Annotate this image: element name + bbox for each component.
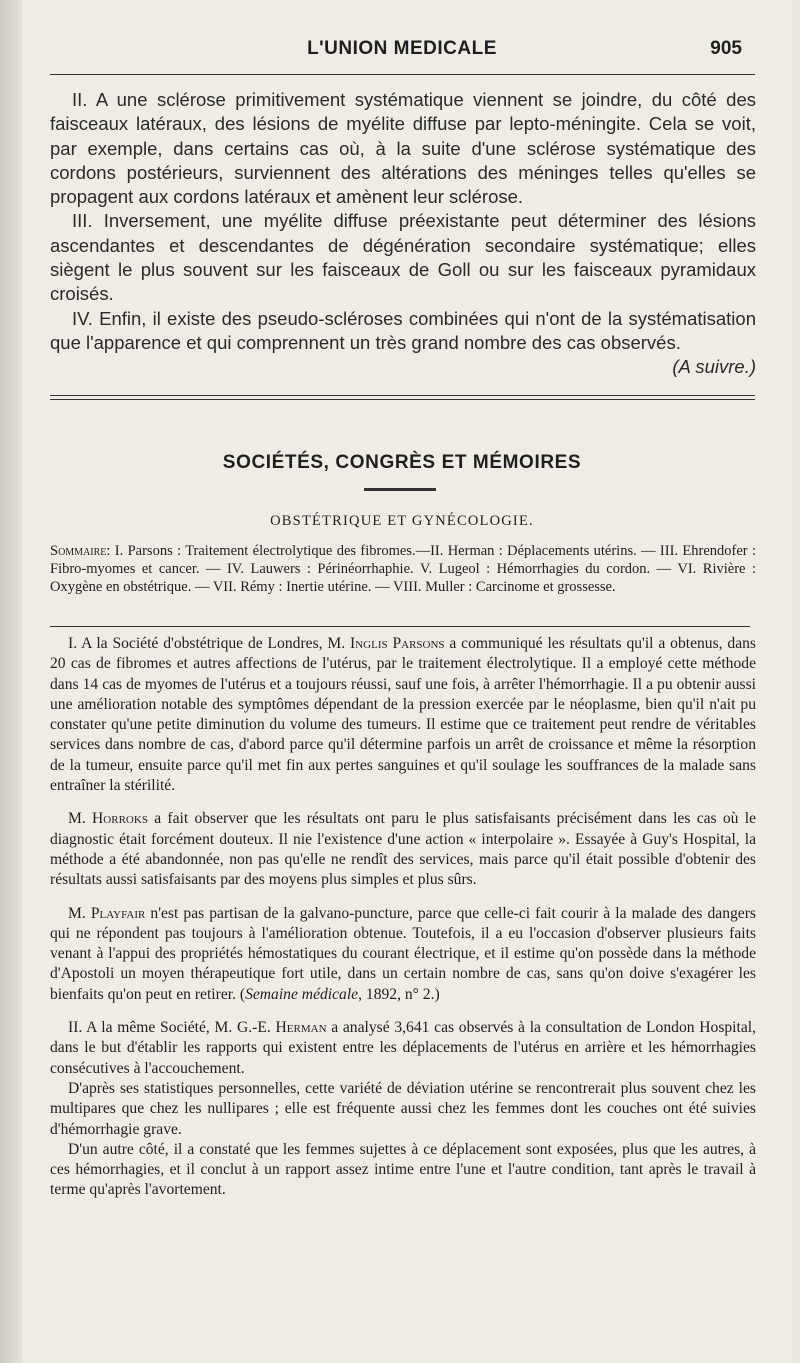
- paragraph-herman: [50, 1018, 756, 1079]
- paragraph-iv-text: IV. Enfin, il existe des pseudo-scléroses combinées qui n'ont de la systématisation que l'apparence et qui comprennent un très grand nombre des cas observés.: [50, 307, 756, 353]
- author-herman: Herman: [275, 1019, 327, 1037]
- summary-block: [50, 542, 756, 596]
- society-report: [50, 634, 756, 1201]
- playfair-text-b: n'est pas partisan de la galvano-puncture, parce que celle-ci fait courir à la malade des dangers qui ne répondent pas toujours à l'amélioration obtenue. Toutefois, il a eu l'occasion d'observer plusieurs faits venant à l'appui des propriétés hémostatiques du courant électrique, et il estime qu'on possède dans la méthode d'Apostoli un moyen thérapeutique fort utile, dans un certain nombre de cas, sans qu'on doive s'exagérer les bienfaits qu'on peut en retirer. (: [50, 904, 756, 1003]
- paragraph-iv: [50, 307, 756, 378]
- playfair-text-c: , 1892, n° 2.): [358, 985, 440, 1003]
- horroks-text-a: M.: [68, 810, 93, 828]
- parsons-text-b: a communiqué les résultats qu'il a obtenus, dans 20 cas de fibromes et autres affections de l'utérus, par le traitement électrolytique. Il a employé cette méthode dans 14 cas de myomes de l'utérus et a toujours réussi, sauf une fois, à arrêter l'hémorrhagie. Il a pu obtenir aussi une amélioration notable des symptômes dépendant de la pression exercée par le néoplasme, bien qu'il n'ait pu constater qu'une petite diminution du volume des tumeurs. Il estime que ce traitement peut rendre de véritables services dans nombre de cas, d'abord parce qu'il détermine parfois un arrêt de croissance et même la résorption de la tumeur, ensuite parce qu'il met fin aux pertes sanguines et qu'il soulage les souffrances de la malade sans entraîner la stérilité.: [50, 635, 756, 795]
- section-title: SOCIÉTÉS, CONGRÈS ET MÉMOIRES: [222, 452, 582, 473]
- section-divider: [50, 395, 755, 400]
- horroks-text-b: a fait observer que les résultats ont paru le plus satisfaisants précisément dans les cas où le diagnostic était forcément douteux. Il nie l'existence d'une action « interpolaire ». Essayée à Guy's Hospital, la méthode a été abandonnée, non pas qu'elle ne rendît des services, mais parce qu'il était possible d'obtenir des résultats aussi satisfaisants par des moyens plus simples et plus sûrs.: [50, 810, 757, 889]
- page-number: 905: [710, 38, 742, 59]
- title-ornament: [364, 488, 436, 491]
- paragraph-horroks: [50, 809, 756, 890]
- paragraph-ii: II. A une sclérose primitivement systématique viennent se joindre, du côté des faisceaux latéraux, des lésions de myélite diffuse par lepto-méningite. Cela se voit, par exemple, dans certains cas où, à la suite d'une sclérose systématique des cordons postérieurs, surviennent des altérations des méninges telles qu'elles se propagent aux cordons latéraux et amènent leur sclérose.: [50, 89, 756, 208]
- binding-edge: [0, 0, 22, 1363]
- running-title: L'UNION MEDICALE: [307, 38, 497, 59]
- author-horroks: Horroks: [92, 810, 148, 828]
- citation-source: Semaine médicale: [245, 985, 359, 1003]
- summary-text: : I. Parsons : Traitement électrolytique des fibromes.—II. Herman : Déplacements utérins. — III. Ehrendofer : Fibro-myomes et cancer. — IV. Lauwers : Périnéorrhaphie. V. Lugeol : Hémorrhagies du cordon. — VI. Rivière : Oxygène en obstétrique. — VII. Rémy : Inertie utérine. — VIII. Muller : Carcinome et grossesse.: [50, 543, 756, 595]
- herman-text-a: II. A la même Société, M. G.-E.: [68, 1019, 276, 1037]
- paragraph-conclusion: D'un autre côté, il a constaté que les femmes sujettes à ce déplacement sont exposées, plus que les autres, à ces hémorrhagies, et il conclut à un rapport assez intime entre l'une et l'autre condition, tant après le travail à terme qu'après l'avortement.: [50, 1140, 756, 1199]
- header-rule: [50, 74, 755, 75]
- playfair-text-a: M.: [68, 904, 91, 922]
- author-playfair: Playfair: [90, 904, 146, 922]
- paragraph-iii: III. Inversement, une myélite diffuse préexistante peut déterminer des lésions ascendantes et descendantes de dégénération secondaire systématique; elles siègent le plus souvent sur les faisceaux de Goll ou sur les faisceaux pyramidaux croisés.: [50, 210, 756, 305]
- herman-text-b: a analysé 3,641 cas observés à la consultation de London Hospital, dans le but d'établir les rapports qui existent entre les déplacements de l'utérus en arrière et les hémorrhagies consécutives à l'accouchement.: [50, 1019, 756, 1077]
- author-parsons: Inglis Parsons: [350, 635, 445, 652]
- journal-page: [22, 0, 792, 1363]
- page-header: [22, 38, 782, 68]
- paragraph-parsons: [50, 634, 756, 796]
- summary-label: Sommaire: [50, 543, 107, 559]
- paragraph-playfair: [50, 904, 756, 1005]
- section-subtitle: OBSTÉTRIQUE ET GYNÉCOLOGIE.: [270, 513, 534, 529]
- summary-rule: [50, 626, 750, 627]
- paragraph-statistics: D'après ses statistiques personnelles, cette variété de déviation utérine se rencontrerait plus souvent chez les multipares que chez les nullipares ; elle est fréquente aussi chez les femmes dont les couches ont été suivies d'hémorrhagie grave.: [50, 1079, 756, 1138]
- continued-article: [50, 88, 756, 380]
- parsons-text-a: I. A la Société d'obstétrique de Londres, M.: [68, 635, 351, 652]
- to-be-continued: (A suivre.): [672, 356, 756, 378]
